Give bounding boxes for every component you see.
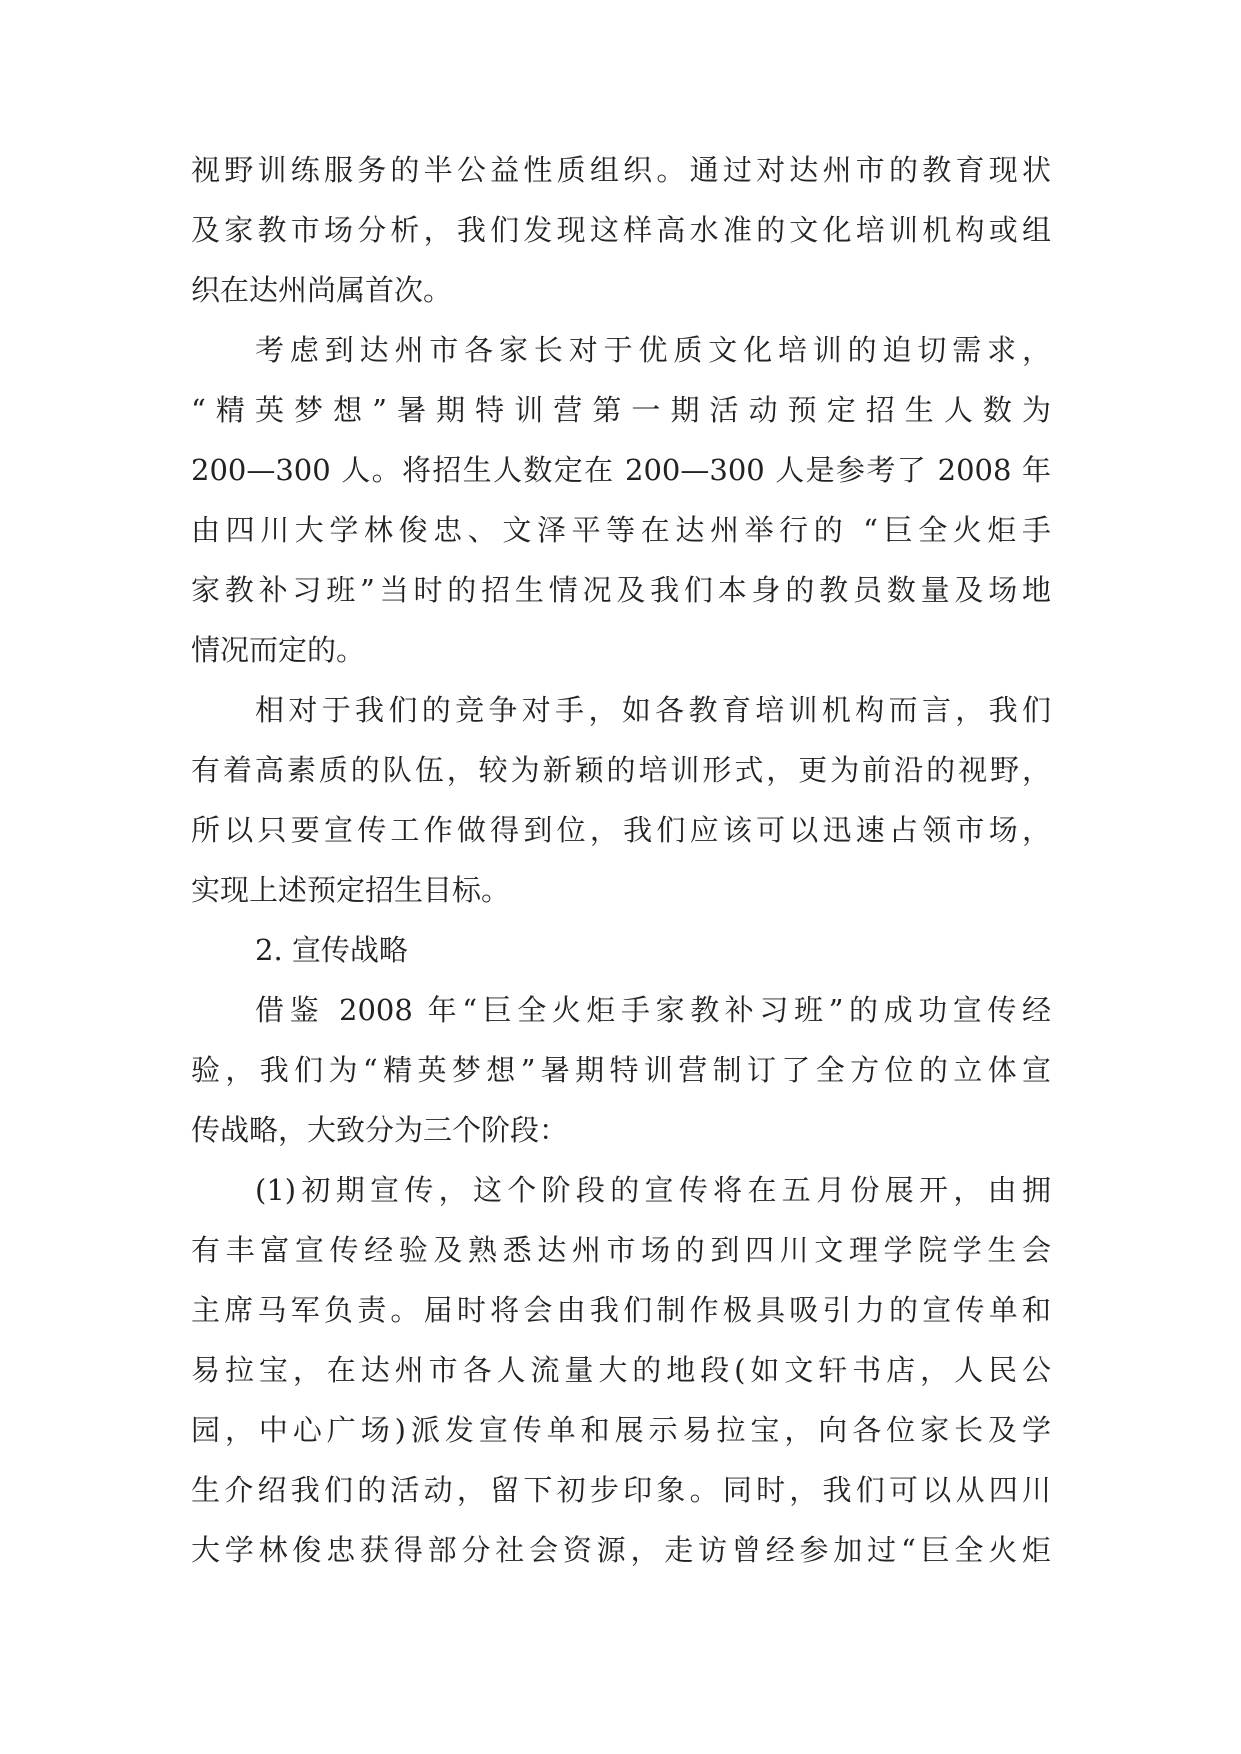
text-line: 实现上述预定招生目标。 bbox=[191, 873, 511, 907]
text-line: 及家教市场分析，我们发现这样高水准的文化培训机构或组 bbox=[191, 213, 1051, 247]
text-line: 家教补习班”当时的招生情况及我们本身的教员数量及场地 bbox=[191, 573, 1051, 607]
text-line: 易拉宝，在达州市各人流量大的地段(如文轩书店，人民公 bbox=[191, 1353, 1051, 1387]
text-line: 验，我们为“精英梦想”暑期特训营制订了全方位的立体宣 bbox=[191, 1053, 1051, 1087]
text-line: 由四川大学林俊忠、文泽平等在达州举行的 “巨全火炬手 bbox=[191, 513, 1051, 547]
text-line: 200—300 人。将招生人数定在 200—300 人是参考了 2008 年 bbox=[191, 453, 1051, 487]
text-line: 相对于我们的竞争对手，如各教育培训机构而言，我们 bbox=[255, 693, 1051, 727]
text-line: 有丰富宣传经验及熟悉达州市场的到四川文理学院学生会 bbox=[191, 1233, 1051, 1267]
text-line: 考虑到达州市各家长对于优质文化培训的迫切需求， bbox=[255, 333, 1051, 367]
text-line: 有着高素质的队伍，较为新颖的培训形式，更为前沿的视野， bbox=[191, 753, 1051, 787]
section-heading: 2. 宣传战略 bbox=[255, 933, 408, 967]
text-line: 园，中心广场)派发宣传单和展示易拉宝，向各位家长及学 bbox=[191, 1413, 1051, 1447]
text-line: 主席马军负责。届时将会由我们制作极具吸引力的宣传单和 bbox=[191, 1293, 1051, 1327]
text-line: 生介绍我们的活动，留下初步印象。同时，我们可以从四川 bbox=[191, 1473, 1051, 1507]
text-line: 视野训练服务的半公益性质组织。通过对达州市的教育现状 bbox=[191, 153, 1051, 187]
text-line: 大学林俊忠获得部分社会资源，走访曾经参加过“巨全火炬 bbox=[191, 1533, 1051, 1567]
text-line: 织在达州尚属首次。 bbox=[191, 273, 453, 307]
text-line: (1)初期宣传，这个阶段的宣传将在五月份展开，由拥 bbox=[255, 1173, 1051, 1207]
text-line: “精英梦想”暑期特训营第一期活动预定招生人数为 bbox=[191, 393, 1051, 427]
text-line: 所以只要宣传工作做得到位，我们应该可以迅速占领市场， bbox=[191, 813, 1051, 847]
text-line: 情况而定的。 bbox=[191, 633, 366, 667]
text-line: 传战略，大致分为三个阶段： bbox=[191, 1113, 569, 1147]
text-line: 借鉴 2008 年“巨全火炬手家教补习班”的成功宣传经 bbox=[255, 993, 1051, 1027]
